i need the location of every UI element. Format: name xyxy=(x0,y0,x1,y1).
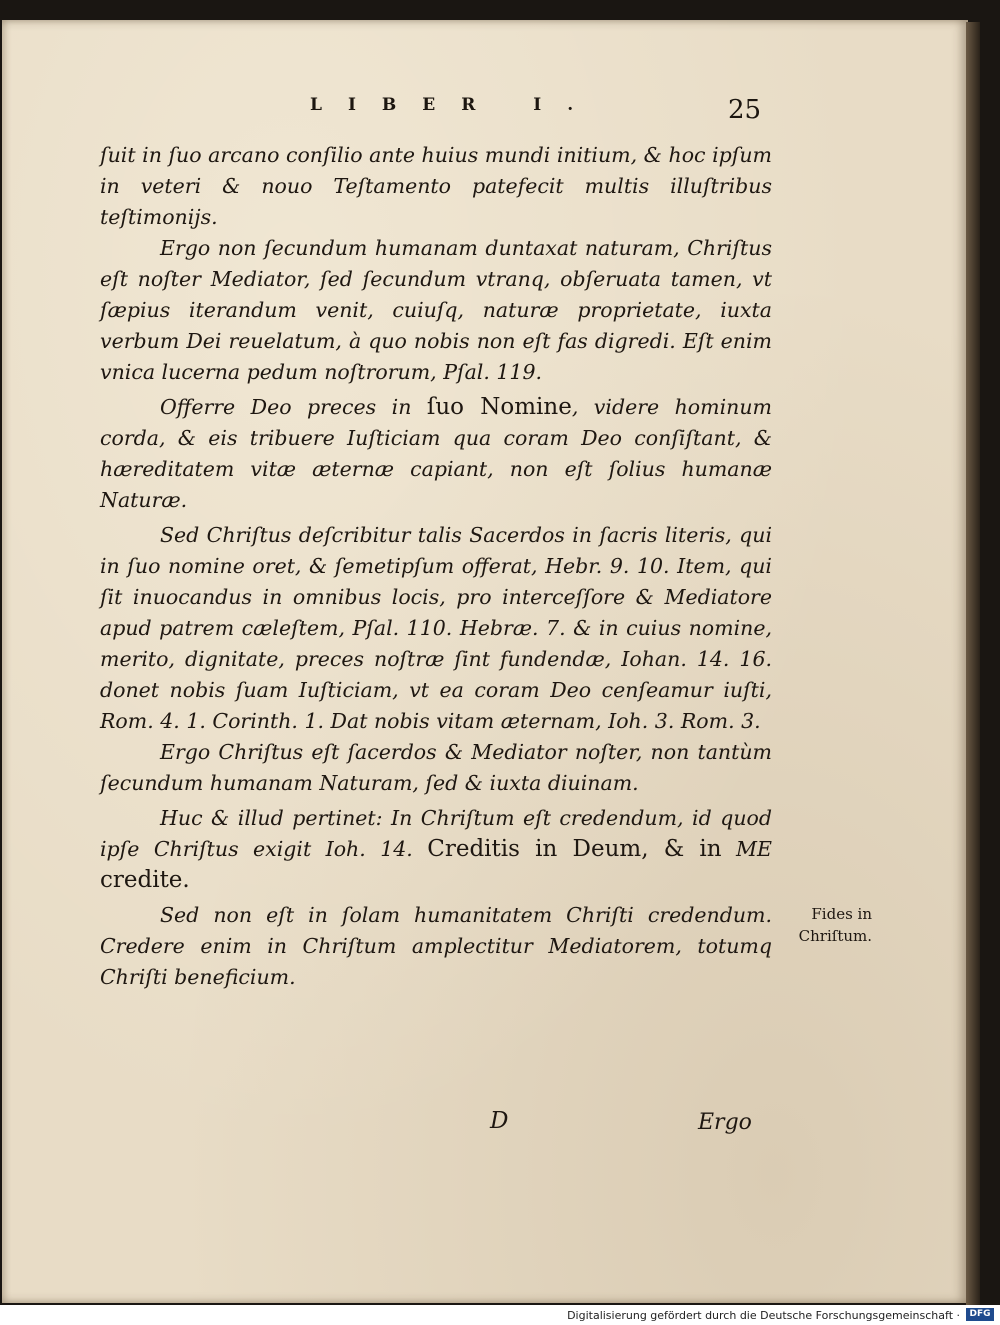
roman-text-run: credite. xyxy=(100,867,190,893)
margin-note xyxy=(762,903,872,947)
page-number: 25 xyxy=(728,95,762,125)
catchword: Ergo xyxy=(698,1110,752,1135)
dfg-logo-icon: DFG xyxy=(966,1308,994,1321)
margin-note-line: Chriſtum. xyxy=(798,927,872,945)
text-run: ME xyxy=(736,837,772,861)
paragraph-ergo-sacerdos: Ergo Chriſtus eſt ſacerdos & Mediator noſter, non tantùm ſecundum humanam Naturam, ſed & iuxta diuinam. xyxy=(100,740,772,795)
paragraph-humanitatem: Sed non eſt in ſolam humanitatem Chriſti credendum. Credere enim in Chriſtum amplectitur Mediatorem, totumq Chriſti beneficium. xyxy=(100,903,772,989)
text-run: Huc & illud pertinet: In Chriſtum eſt credendum, id quod ipſe Chriſtus exigit Ioh. 14. xyxy=(100,806,772,861)
body-text xyxy=(100,140,772,993)
digitization-note: Digitalisierung gefördert durch die Deutsche Forschungsgemeinschaft · xyxy=(567,1309,960,1322)
paragraph-sacerdos: Sed Chriſtus deſcribitur talis Sacerdos in ſacris literis, qui in ſuo nomine oret, & ſemetipſum offerat, Hebr. 9. 10. Item, qui ſit inuocandus in omnibus locis, pro interceſſore & Mediatore apud patrem cæleſtem, Pſal. 110. Hebræ. 7. & in cuius nomine, merito, dignitate, preces noſtræ ſint fundendæ, Iohan. 14. 16. donet nobis ſuam Iuſticiam, vt ea coram Deo cenſeamur iuſti, Rom. 4. 1. Corinth. 1. Dat nobis vitam æternam, Ioh. 3. Rom. 3. xyxy=(100,523,772,733)
margin-note-line: Fides in xyxy=(811,905,872,923)
signature-mark: D xyxy=(490,1108,509,1134)
paragraph-ergo-mediator: Ergo non ſecundum humanam duntaxat naturam, Chriſtus eſt noſter Mediator, ſed ſecundum vtranq, obſeruata tamen, vt ſæpius iterandum venit, cuiuſq, naturæ proprietate, iuxta verbum Dei reuelatum, à quo nobis non eſt fas digredi. Eſt enim vnica lucerna pedum noſtrorum, Pſal. 119. xyxy=(100,236,772,384)
paragraph-offerre xyxy=(100,392,772,516)
paragraph-credendum xyxy=(100,803,772,896)
page-edge-shadow xyxy=(966,22,980,1305)
roman-text-run: Creditis in Deum, & in xyxy=(427,836,722,862)
paragraph-continuation: ſuit in ſuo arcano conſilio ante huius mundi initium, & hoc ipſum in veteri & nouo Teſtamento patefecit multis illuſtribus teſtimonijs. xyxy=(100,143,772,229)
running-head: LIBER I. xyxy=(310,95,600,115)
text-run: Offerre Deo preces in xyxy=(160,395,412,419)
roman-text-run: ſuo Nomine xyxy=(426,394,572,420)
text-run: , videre hominum corda, & eis tribuere Iuſticiam qua coram Deo conſiſtant, & hæreditatem vitæ æternæ capiant, non eſt ſolius humanæ Naturæ. xyxy=(100,395,772,512)
